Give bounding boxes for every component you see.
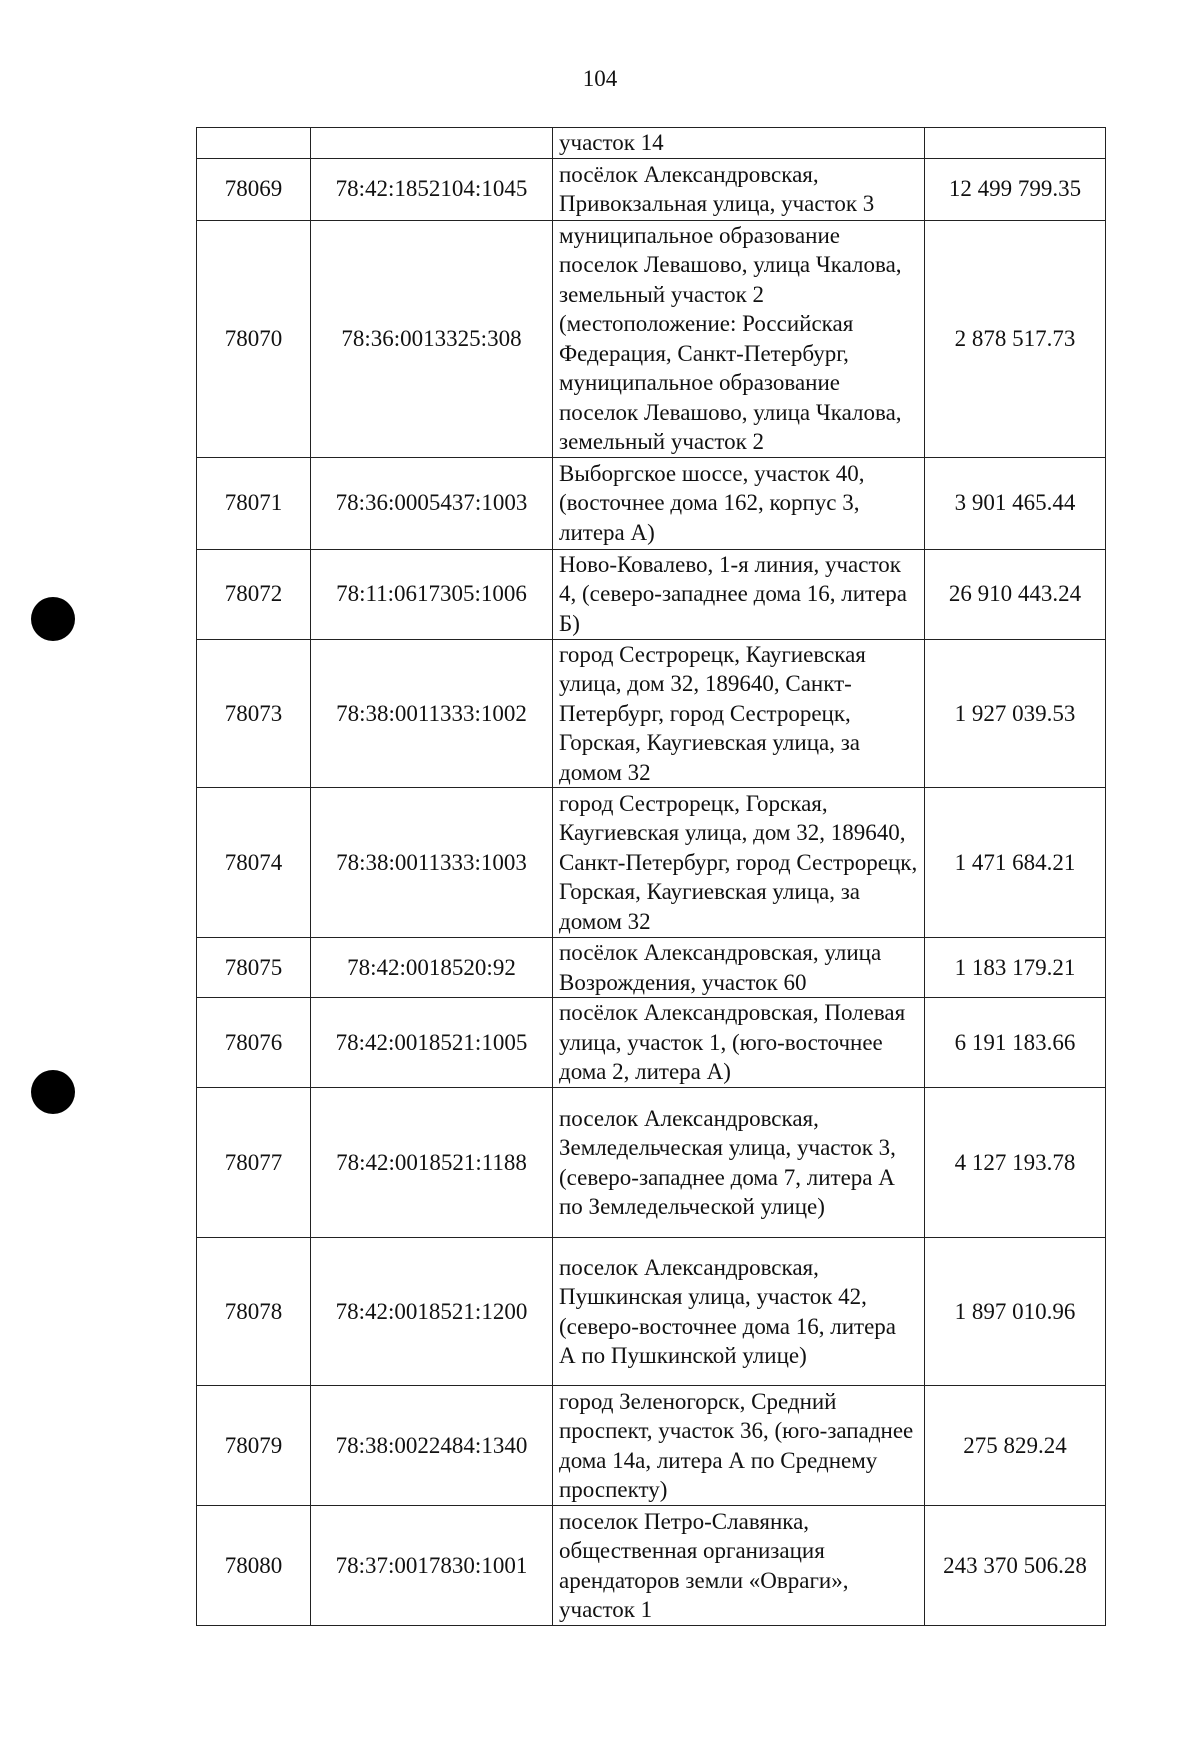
row-number: 78070: [197, 220, 311, 457]
table-row: [197, 457, 1106, 549]
cadastral-value: [925, 128, 1106, 159]
address: поселок Александровская, Пушкинская улица, участок 42, (северо-восточнее дома 16, литера А по Пушкинской улице): [553, 1238, 925, 1386]
address: посёлок Александровская, Полевая улица, участок 1, (юго-восточнее дома 2, литера А): [553, 998, 925, 1088]
cadastral-value: 1 471 684.21: [925, 788, 1106, 938]
land-plot-table: [196, 127, 1106, 1626]
table-row: [197, 1386, 1106, 1506]
cadastral-number: 78:38:0011333:1002: [311, 639, 553, 788]
row-number: 78072: [197, 549, 311, 639]
cadastral-number: [311, 128, 553, 159]
page-number: 104: [582, 66, 618, 91]
cadastral-number: 78:38:0022484:1340: [311, 1386, 553, 1506]
table-row: [197, 1238, 1106, 1386]
table-row: [197, 1506, 1106, 1626]
address: посёлок Александровская, улица Возрождения, участок 60: [553, 938, 925, 998]
row-number: 78075: [197, 938, 311, 998]
cadastral-value: 1 927 039.53: [925, 639, 1106, 788]
cadastral-number: 78:11:0617305:1006: [311, 549, 553, 639]
cadastral-value: 275 829.24: [925, 1386, 1106, 1506]
row-number: 78077: [197, 1088, 311, 1238]
table-row: [197, 639, 1106, 788]
cadastral-number: 78:42:1852104:1045: [311, 158, 553, 220]
cadastral-value: 3 901 465.44: [925, 457, 1106, 549]
table-row: [197, 938, 1106, 998]
address: поселок Петро-Славянка, общественная организация арендаторов земли «Овраги», участок 1: [553, 1506, 925, 1626]
row-number: 78069: [197, 158, 311, 220]
address: город Зеленогорск, Средний проспект, участок 36, (юго-западнее дома 14а, литера А по Среднему проспекту): [553, 1386, 925, 1506]
address: город Сестрорецк, Каугиевская улица, дом 32, 189640, Санкт-Петербург, город Сестрорецк, Горская, Каугиевская улица, за домом 32: [553, 639, 925, 788]
row-number: 78076: [197, 998, 311, 1088]
row-number: 78074: [197, 788, 311, 938]
cadastral-value: 243 370 506.28: [925, 1506, 1106, 1626]
row-number: 78071: [197, 457, 311, 549]
row-number: [197, 128, 311, 159]
cadastral-number: 78:37:0017830:1001: [311, 1506, 553, 1626]
cadastral-number: 78:36:0013325:308: [311, 220, 553, 457]
table-row: [197, 128, 1106, 159]
cadastral-value: 2 878 517.73: [925, 220, 1106, 457]
cadastral-value: 6 191 183.66: [925, 998, 1106, 1088]
address: Выборгское шоссе, участок 40, (восточнее дома 162, корпус 3, литера А): [553, 457, 925, 549]
row-number: 78080: [197, 1506, 311, 1626]
cadastral-value: 12 499 799.35: [925, 158, 1106, 220]
row-number: 78079: [197, 1386, 311, 1506]
table-row: [197, 220, 1106, 457]
table-row: [197, 998, 1106, 1088]
table-row: [197, 1088, 1106, 1238]
row-number: 78078: [197, 1238, 311, 1386]
cadastral-number: 78:36:0005437:1003: [311, 457, 553, 549]
address: Ново-Ковалево, 1-я линия, участок 4, (северо-западнее дома 16, литера Б): [553, 549, 925, 639]
row-number: 78073: [197, 639, 311, 788]
address: поселок Александровская, Земледельческая улица, участок 3, (северо-западнее дома 7, литера А по Земледельческой улице): [553, 1088, 925, 1238]
address: муниципальное образование поселок Левашово, улица Чкалова, земельный участок 2 (местоположение: Российская Федерация, Санкт-Петербург, муниципальное образование поселок Левашово, улица Чкалова, земельный участок 2: [553, 220, 925, 457]
punch-hole-mark: [31, 597, 75, 641]
punch-hole-mark: [31, 1070, 75, 1114]
cadastral-number: 78:42:0018520:92: [311, 938, 553, 998]
address: посёлок Александровская, Привокзальная улица, участок 3: [553, 158, 925, 220]
address: участок 14: [553, 128, 925, 159]
cadastral-value: 1 897 010.96: [925, 1238, 1106, 1386]
cadastral-number: 78:38:0011333:1003: [311, 788, 553, 938]
cadastral-value: 26 910 443.24: [925, 549, 1106, 639]
table-row: [197, 549, 1106, 639]
address: город Сестрорецк, Горская, Каугиевская улица, дом 32, 189640, Санкт-Петербург, город Сестрорецк, Горская, Каугиевская улица, за домом 32: [553, 788, 925, 938]
cadastral-number: 78:42:0018521:1200: [311, 1238, 553, 1386]
cadastral-number: 78:42:0018521:1005: [311, 998, 553, 1088]
table-row: [197, 788, 1106, 938]
table-row: [197, 158, 1106, 220]
cadastral-value: 1 183 179.21: [925, 938, 1106, 998]
cadastral-number: 78:42:0018521:1188: [311, 1088, 553, 1238]
cadastral-value: 4 127 193.78: [925, 1088, 1106, 1238]
